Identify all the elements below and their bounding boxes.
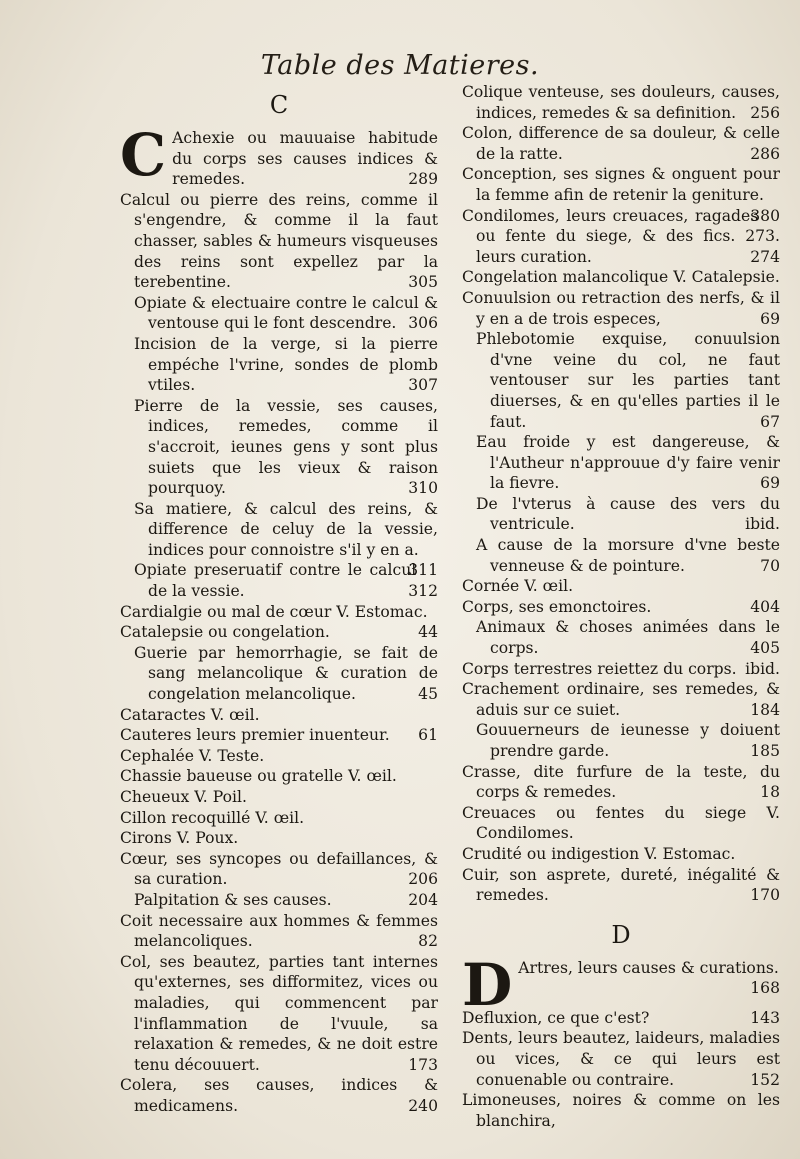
- drop-capital: C: [120, 121, 167, 189]
- entry-page-number: 310: [408, 479, 438, 498]
- entry-text: Defluxion, ce que c'est?: [462, 1008, 650, 1027]
- entry-text: Pierre de la vessie, ses causes, indices, remedes, comme il s'accroit, ieunes gens y sont plus suiets que les vieux & raison pourquoy.: [134, 396, 438, 498]
- entry-text: Cornée V. œil.: [462, 577, 574, 596]
- entry-text: Corps terrestres reiettez du corps.: [462, 659, 737, 678]
- left-column: [120, 82, 438, 1117]
- entry-text: Cardialgie ou mal de cœur V. Estomac.: [120, 602, 428, 621]
- entry-text: Crachement ordinaire, ses remedes, & aduis sur ce suiet.: [462, 680, 780, 719]
- right-column: [462, 82, 780, 1131]
- entry-page-number: 206: [408, 870, 438, 889]
- entry-page-number: 82: [418, 932, 438, 951]
- index-entry: [476, 720, 780, 761]
- index-entry: [134, 334, 438, 396]
- index-entry: [462, 803, 780, 844]
- running-head: Table des Matieres.: [260, 50, 540, 81]
- entry-text: Artres, leurs causes & curations.: [518, 958, 779, 977]
- entry-text: Dents, leurs beautez, laideurs, maladies ou vices, & ce qui leurs est conuenable ou contraire.: [462, 1029, 780, 1089]
- entry-page-number: 256: [750, 103, 780, 122]
- index-entry: [462, 844, 780, 865]
- entry-text: Incision de la verge, si la pierre empéche l'vrine, sondes de plomb vtiles.: [134, 334, 438, 395]
- index-entry: [462, 123, 780, 164]
- entry-text: Eau froide y est dangereuse, & l'Autheur n'approuue d'y faire venir la fievre.: [476, 433, 780, 493]
- entry-page-number: 61: [418, 726, 438, 745]
- index-entry: [462, 1008, 780, 1029]
- entry-text: Colon, difference de sa douleur, & celle de la ratte.: [462, 124, 780, 163]
- entry-text: Corps, ses emonctoires.: [462, 597, 652, 616]
- index-entry: [462, 659, 780, 680]
- index-entry: [462, 576, 780, 597]
- index-entry: [462, 82, 780, 123]
- index-entry: [134, 560, 438, 601]
- index-entry: [462, 206, 780, 268]
- entry-text: Colera, ses causes, indices & medicamens.: [120, 1076, 438, 1115]
- index-entry: [462, 762, 780, 803]
- entry-page-number: ibid.: [745, 515, 780, 534]
- entry-text: Col, ses beautez, parties tant internes qu'externes, ses difformitez, vices ou maladies, qui commencent par l'inflammation de l'vuule, sa relaxation & remedes, & ne doit estre tenu découuert.: [120, 952, 438, 1074]
- index-entry: [462, 597, 780, 618]
- entry-text: Palpitation & ses causes.: [134, 890, 332, 909]
- entry-text: Cœur, ses syncopes ou defaillances, & sa curation.: [120, 849, 438, 889]
- entry-page-number: 168: [750, 979, 780, 998]
- entry-text: Crasse, dite furfure de la teste, du corps & remedes.: [462, 762, 780, 802]
- entry-page-number: 274: [750, 247, 780, 266]
- entry-page-number: 289: [408, 170, 438, 189]
- entry-text: Cataractes V. œil.: [120, 705, 260, 724]
- index-entry: [120, 808, 438, 829]
- index-entry: [462, 1090, 780, 1131]
- index-entry: [120, 705, 438, 726]
- entry-page-number: 380: [750, 206, 780, 225]
- index-entry: [134, 643, 438, 705]
- entry-page-number: 305: [408, 273, 438, 292]
- entry-text: Cirons V. Poux.: [120, 829, 239, 848]
- entry-text: Limoneuses, noires & comme on les blanchira,: [462, 1091, 780, 1130]
- entry-page-number: 204: [408, 890, 438, 909]
- index-entry: [462, 267, 780, 288]
- index-entry: [476, 617, 780, 658]
- index-entry: [462, 865, 780, 906]
- entry-text: Chassie baueuse ou gratelle V. œil.: [120, 767, 397, 786]
- entry-text: Congelation malancolique V. Catalepsie.: [462, 268, 780, 287]
- entry-text: Coit necessaire aux hommes & femmes melancoliques.: [120, 911, 438, 951]
- entry-text: Achexie ou mauuaise habitude du corps ses causes indices & remedes.: [172, 129, 438, 189]
- section-letter-c: C: [269, 91, 289, 119]
- entry-text: Phlebotomie exquise, conuulsion d'vne veine du col, ne faut ventouser sur les parties tant diuerses, & en qu'elles parties il le faut.: [476, 330, 780, 431]
- entry-page-number: 44: [418, 623, 438, 642]
- index-entry: [120, 828, 438, 849]
- index-entry: [120, 911, 438, 952]
- entry-page-number: 306: [408, 314, 438, 333]
- index-entry: [476, 535, 780, 576]
- index-entry: [134, 293, 438, 334]
- entry-text: Cillon recoquillé V. œil.: [120, 808, 305, 827]
- index-entry: [120, 725, 438, 746]
- entry-text: Creuaces ou fentes du siege V. Condilomes.: [462, 803, 780, 843]
- entry-text: Cauteres leurs premier inuenteur.: [120, 726, 390, 745]
- entry-page-number: 184: [750, 700, 780, 719]
- entry-page-number: 311: [408, 561, 438, 580]
- entry-page-number: ibid.: [745, 659, 780, 678]
- entry-text: Cuir, son asprete, dureté, inégalité & remedes.: [462, 865, 780, 905]
- entry-text: Sa matiere, & calcul des reins, & difference de celuy de la vessie, indices pour connoistre s'il y en a.: [134, 499, 438, 559]
- index-entry: [120, 746, 438, 767]
- index-entry: [462, 164, 780, 225]
- index-entry: [120, 602, 438, 623]
- entry-page-number: 173: [408, 1055, 438, 1074]
- entry-text: Catalepsie ou congelation.: [120, 623, 330, 642]
- entry-text: Gouuerneurs de ieunesse y doiuent prendre garde.: [476, 721, 780, 760]
- section-letter-d: D: [611, 920, 631, 949]
- entry-text: Guerie par hemorrhagie, se fait de sang melancolique & curation de congelation melancolique.: [134, 643, 438, 704]
- index-entry: [476, 329, 780, 432]
- drop-capital: D: [462, 950, 513, 1019]
- entry-page-number: 185: [750, 742, 780, 760]
- right-entry-list-top: [462, 82, 780, 906]
- index-entry: [120, 190, 438, 293]
- entry-page-number: 69: [760, 474, 780, 493]
- index-entry: [120, 766, 438, 787]
- index-entry: [120, 952, 438, 1076]
- entry-page-number: 405: [750, 639, 780, 658]
- entry-text: Calcul ou pierre des reins, comme il s'engendre, & comme il la faut chasser, sables & humeurs visqueuses des reins sont expellez par la terebentine.: [120, 190, 438, 292]
- entry-page-number: 312: [408, 582, 438, 601]
- index-entry: [120, 1075, 438, 1116]
- entry-page-number: 45: [418, 685, 438, 704]
- index-entry: [134, 499, 438, 580]
- left-entry-list: [120, 121, 438, 1117]
- entry-text: Opiate preseruatif contre le calcul de la vessie.: [134, 561, 417, 601]
- entry-page-number: 152: [750, 1070, 780, 1089]
- index-entry: [120, 787, 438, 808]
- entry-page-number: 69: [760, 309, 780, 328]
- index-entry: [462, 1028, 780, 1090]
- index-entry: [134, 890, 438, 911]
- entry-page-number: 307: [408, 376, 438, 395]
- entry-page-number: 240: [408, 1096, 438, 1115]
- entry-text: Conception, ses signes & onguent pour la femme afin de retenir la geniture.: [462, 165, 780, 204]
- entry-text: Cheueux V. Poil.: [120, 788, 247, 806]
- index-entry: [462, 679, 780, 720]
- index-entry: [462, 288, 780, 329]
- entry-text: Crudité ou indigestion V. Estomac.: [462, 844, 736, 863]
- entry-page-number: 18: [760, 783, 780, 802]
- index-entry: [476, 432, 780, 494]
- entry-page-number: 404: [750, 597, 780, 616]
- index-entry: [120, 622, 438, 643]
- entry-page-number: 70: [760, 556, 780, 575]
- entry-text: Conuulsion ou retraction des nerfs, & il y en a de trois especes,: [462, 288, 780, 328]
- entry-text: Cephalée V. Teste.: [120, 746, 265, 765]
- entry-page-number: 286: [750, 144, 780, 163]
- entry-text: Animaux & choses animées dans le corps.: [476, 618, 780, 658]
- index-entry: [120, 121, 438, 190]
- index-entry: [120, 849, 438, 890]
- index-entry: [476, 494, 780, 535]
- entry-page-number: 67: [760, 412, 780, 431]
- entry-text: A cause de la morsure d'vne beste venneuse & de pointure.: [476, 536, 780, 575]
- entry-text: Opiate & electuaire contre le calcul & ventouse qui le font descendre.: [134, 293, 438, 333]
- entry-page-number: 170: [750, 886, 780, 905]
- entry-text: De l'vterus à cause des vers du ventricule.: [476, 494, 780, 534]
- index-entry: [134, 396, 438, 499]
- entry-text: Colique venteuse, ses douleurs, causes, indices, remedes & sa definition.: [462, 83, 780, 122]
- entry-text: Condilomes, leurs creuaces, ragades ou fente du siege, & des fics. 273. leurs curation.: [462, 206, 780, 266]
- right-entry-list-bottom: [462, 950, 780, 1132]
- entry-page-number: 143: [750, 1008, 780, 1027]
